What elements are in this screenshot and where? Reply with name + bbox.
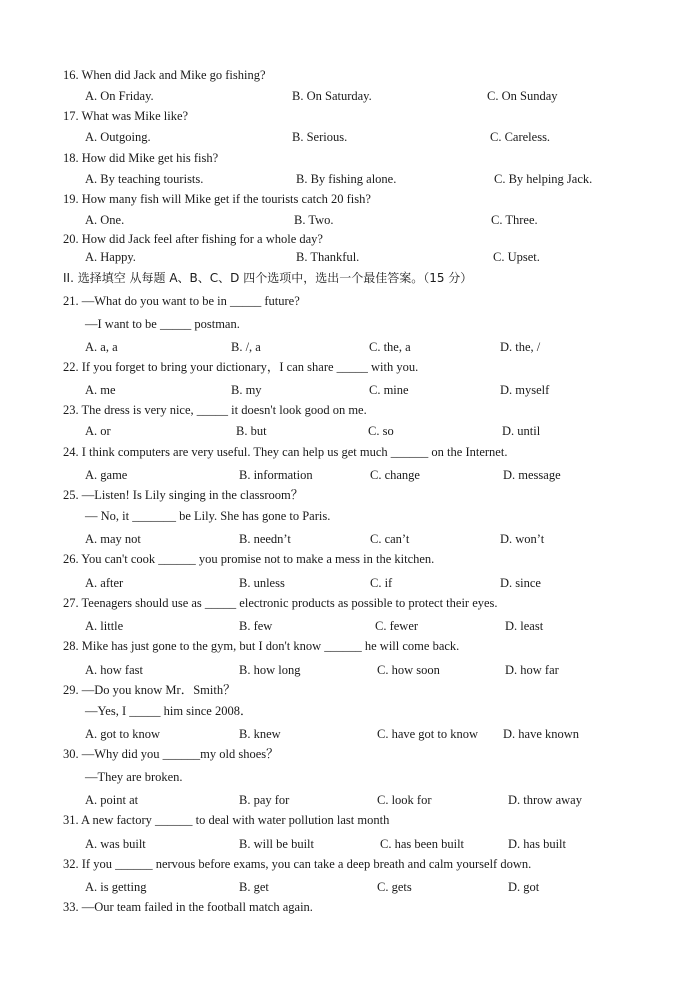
question-27: 27. Teenagers should use as _____ electronic products as possible to protect their eyes. (63, 596, 498, 610)
question-32: 32. If you ______ nervous before exams, you can take a deep breath and calm yourself down. (63, 857, 532, 871)
option-29d: D. have known (503, 727, 580, 741)
option-26a: A. after (85, 576, 124, 590)
option-18b: B. By fishing alone. (296, 172, 397, 186)
option-19b: B. Two. (294, 213, 334, 227)
question-21: 21. —What do you want to be in _____ future? (63, 294, 300, 308)
option-30a: A. point at (85, 793, 139, 807)
question-21-reply: —I want to be _____ postman. (85, 317, 240, 331)
option-32c: C. gets (377, 880, 412, 894)
option-29b: B. knew (239, 727, 281, 741)
option-18a: A. By teaching tourists. (85, 172, 204, 186)
question-26: 26. You can't cook ______ you promise not to make a mess in the kitchen. (63, 552, 435, 566)
option-16b: B. On Saturday. (292, 89, 372, 103)
option-17a: A. Outgoing. (85, 130, 151, 144)
option-21a: A. a, a (85, 340, 118, 354)
option-20a: A. Happy. (85, 250, 136, 264)
option-25b: B. needn’t (239, 532, 291, 546)
option-29c: C. have got to know (377, 727, 479, 741)
option-20b: B. Thankful. (296, 250, 360, 264)
question-25-reply: — No, it _______ be Lily. She has gone to Paris. (85, 509, 331, 523)
option-25c: C. can’t (370, 532, 410, 546)
option-18c: C. By helping Jack. (494, 172, 593, 186)
option-32b: B. get (239, 880, 269, 894)
option-27d: D. least (505, 619, 544, 633)
option-21c: C. the, a (369, 340, 411, 354)
option-24a: A. game (85, 468, 128, 482)
option-17b: B. Serious. (292, 130, 348, 144)
option-22a: A. me (85, 383, 116, 397)
option-31d: D. has built (508, 837, 566, 851)
section-heading: II. 选择填空 从每题 A、B、C、D 四个选项中，选出一个最佳答案。（15 分） (63, 271, 473, 285)
question-29-reply: —Yes, I _____ him since 2008． (85, 704, 253, 718)
option-27a: A. little (85, 619, 124, 633)
option-32d: D. got (508, 880, 540, 894)
question-16: 16. When did Jack and Mike go fishing? (63, 68, 266, 82)
option-26d: D. since (500, 576, 541, 590)
option-32a: A. is getting (85, 880, 147, 894)
option-19a: A. One. (85, 213, 125, 227)
option-28d: D. how far (505, 663, 559, 677)
option-23a: A. or (85, 424, 111, 438)
option-27c: C. fewer (375, 619, 419, 633)
option-30b: B. pay for (239, 793, 290, 807)
question-29: 29. —Do you know Mr．Smith？ (63, 683, 236, 697)
option-22b: B. my (231, 383, 262, 397)
option-28b: B. how long (239, 663, 301, 677)
option-31a: A. was built (85, 837, 146, 851)
question-31: 31. A new factory ______ to deal with water pollution last month (63, 813, 390, 827)
option-31b: B. will be built (239, 837, 314, 851)
option-24d: D. message (503, 468, 561, 482)
question-28: 28. Mike has just gone to the gym, but I don't know ______ he will come back. (63, 639, 460, 653)
option-24c: C. change (370, 468, 420, 482)
option-26b: B. unless (239, 576, 285, 590)
question-19: 19. How many fish will Mike get if the tourists catch 20 fish? (63, 192, 371, 206)
option-29a: A. got to know (85, 727, 160, 741)
question-33: 33. —Our team failed in the football match again. (63, 900, 313, 914)
option-30d: D. throw away (508, 793, 582, 807)
option-22c: C. mine (369, 383, 409, 397)
question-30: 30. —Why did you ______my old shoes？ (63, 747, 279, 761)
option-28a: A. how fast (85, 663, 143, 677)
option-17c: C. Careless. (490, 130, 551, 144)
option-19c: C. Three. (491, 213, 538, 227)
option-20c: C. Upset. (493, 250, 540, 264)
question-30-reply: —They are broken. (85, 770, 183, 784)
question-22: 22. If you forget to bring your dictionary，I can share _____ with you. (63, 360, 419, 374)
question-23: 23. The dress is very nice, _____ it doesn't look good on me. (63, 403, 367, 417)
option-25d: D. won’t (500, 532, 545, 546)
option-23c: C. so (368, 424, 394, 438)
option-25a: A. may not (85, 532, 141, 546)
option-21b: B. /, a (231, 340, 261, 354)
option-26c: C. if (370, 576, 393, 590)
question-24: 24. I think computers are very useful. They can help us get much ______ on the Internet. (63, 445, 508, 459)
question-20: 20. How did Jack feel after fishing for a whole day? (63, 232, 323, 246)
option-21d: D. the, / (500, 340, 541, 354)
option-16c: C. On Sunday (487, 89, 558, 103)
question-25: 25. —Listen! Is Lily singing in the classroom？ (63, 488, 304, 502)
option-30c: C. look for (377, 793, 432, 807)
option-28c: C. how soon (377, 663, 440, 677)
option-24b: B. information (239, 468, 313, 482)
option-23b: B. but (236, 424, 267, 438)
option-22d: D. myself (500, 383, 550, 397)
option-23d: D. until (502, 424, 541, 438)
question-18: 18. How did Mike get his fish? (63, 151, 219, 165)
option-16a: A. On Friday. (85, 89, 154, 103)
option-31c: C. has been built (380, 837, 465, 851)
option-27b: B. few (239, 619, 273, 633)
question-17: 17. What was Mike like? (63, 109, 189, 123)
